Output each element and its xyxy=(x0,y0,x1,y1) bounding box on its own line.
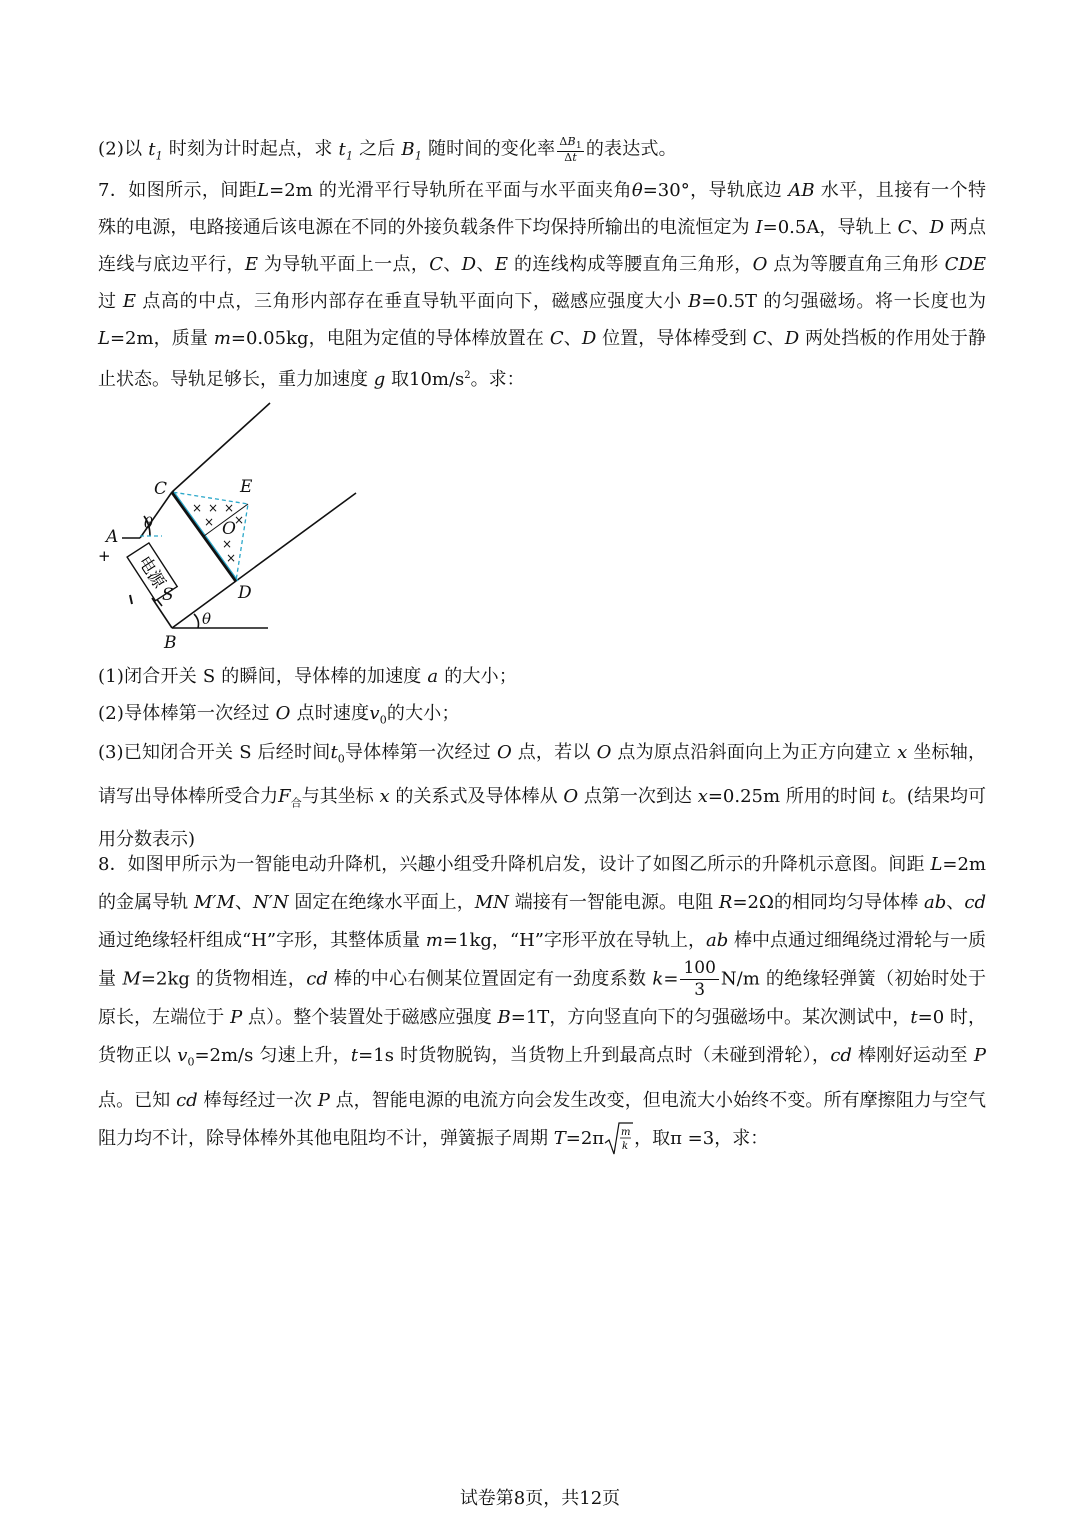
q6-part2: (2)以 $t_1$ 时刻为计时起点，求 $t_1$ 之后 $B_1$ 随时间的变化率 $\frac{\Delta B_1}{\Delta t}$ 的表达式。 xyxy=(98,135,677,165)
q7-part1: (1)闭合开关 S 的瞬间，导体棒的加速度 a 的大小； xyxy=(98,666,518,687)
lower-rail xyxy=(236,493,356,581)
q7-figure xyxy=(92,398,382,658)
theta-b: θ xyxy=(202,610,212,628)
cross-7: × xyxy=(226,551,237,565)
label-d: D xyxy=(238,583,252,603)
q7-part2: (2)导体棒第一次经过 O 点时速度$v_0$的大小； xyxy=(98,703,460,727)
q7-stem: 7．如图所示，间距L=2m 的光滑平行导轨所在平面与水平面夹角θ=30°，导轨底边 AB 水平，且接有一个特殊的电源，电路接通后该电源在不同的外接负载条件下均保持所输出的电流恒定为 I=0.5A，导轨上 C、D 两点连线与底边平行，E 为导轨平面上一点，C、D、E 的连线构成等腰直角三角形，O 点为等腰直角三角形 CDE 过 E 点高的中点，三角形内部存在垂直导轨平面向下，磁感应强度大小 B=0.5T 的匀强磁场。将一长度也为 L=2m，质量 m=0.05kg，电阻为定值的导体棒放置在 C、D 位置，导体棒受到 C、D 两处挡板的作用处于静止状态。导轨足够长，重力加速度 g 取$10m/s^2$。求： xyxy=(98,180,987,390)
k-fraction: $\frac{100}{3}$ xyxy=(680,960,718,999)
label-o: O xyxy=(222,519,236,539)
q7-part3: (3)已知闭合开关 S 后经时间$t_0$导体棒第一次经过 O 点，若以 O 点为原点沿斜面向上为正方向建立 x 坐标轴，请写出导体棒所受合力$F_合$与其坐标 x 的关系式及导体棒从 O 点第一次到达 x=0.25m 所用的时间 t。(结果均可用分数表示) xyxy=(98,742,987,851)
svg-text:m: m xyxy=(621,1126,631,1138)
plus-sign: + xyxy=(98,547,111,565)
page-footer: 试卷第8页，共12页 xyxy=(459,1488,621,1509)
cross-6: × xyxy=(222,537,233,551)
svg-text:k: k xyxy=(622,1140,629,1152)
label-a: A xyxy=(106,527,119,547)
q8-stem: 8．如图甲所示为一智能电动升降机，兴趣小组受升降机启发，设计了如图乙所示的升降机示意图。间距 L=2m 的金属导轨 M′M、N′N 固定在绝缘水平面上，MN 端接有一智能电源。电阻 R=2Ω的相同均匀导体棒 ab、cd 通过绝缘轻杆组成“H”字形，其整体质量 m=1kg，“H”字形平放在导轨上，ab 棒中点通过细绳绕过滑轮与一质量 M=2kg 的货物相连，cd 棒的中心右侧某位置固定有一劲度系数 k= $\frac{100}{3}$ N/m 的绝缘轻弹簧（初始时处于原长，左端位于 P 点）。整个装置处于磁感应强度 B=1T，方向竖直向下的匀强磁场中。某次测试中，t=0 时，货物正以 $v_0=2m/s$ 匀速上升，t=1s 时货物脱钩，当货物上升到最高点时（未碰到滑轮），cd 棒刚好运动至 P 点。已知 cd 棒每经过一次 P 点，智能电源的电流方向会发生改变，但电流大小始终不变。所有摩擦阻力与空气阻力均不计，除导体棒外其他电阻均不计，弹簧振子周期 T=2π m k ，取π =3，求： xyxy=(98,846,986,1158)
cross-1: × xyxy=(192,501,203,515)
upper-rail xyxy=(172,403,270,492)
cross-3: × xyxy=(224,501,235,515)
cross-2: × xyxy=(208,501,219,515)
sqrt-m-over-k xyxy=(604,1121,634,1157)
cross-5: × xyxy=(234,513,245,527)
theta-a: θ xyxy=(144,514,154,532)
label-b: B xyxy=(164,633,177,653)
minus-sign xyxy=(130,595,132,604)
angle-arc-b xyxy=(194,614,199,628)
label-e: E xyxy=(240,477,253,497)
label-c: C xyxy=(154,479,168,499)
rate-fraction: $\frac{\Delta B_1}{\Delta t}$ xyxy=(559,135,582,165)
source-label: 电源 xyxy=(133,552,169,593)
cross-4: × xyxy=(204,515,215,529)
label-s: S xyxy=(162,585,174,605)
